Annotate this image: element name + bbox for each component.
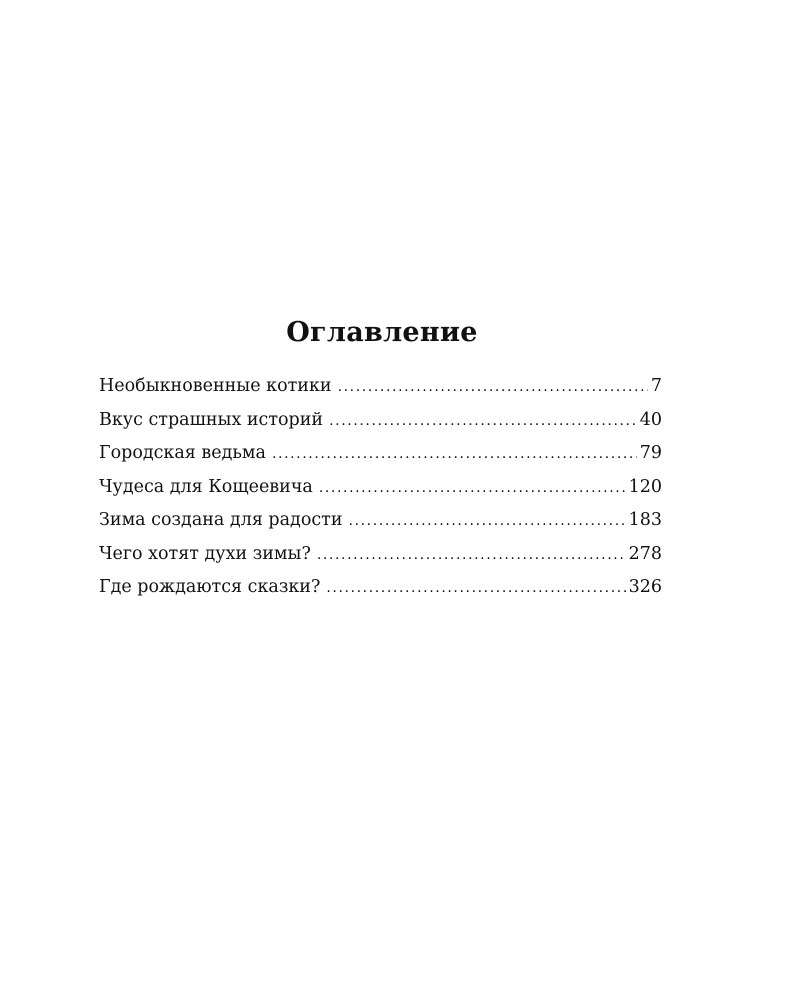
toc-entry[interactable]: [99, 471, 662, 505]
toc-entry-title: Чудеса для Кощеевича: [99, 476, 313, 497]
toc-heading: Оглавление: [286, 317, 478, 348]
toc-entry-page: 7: [650, 376, 662, 396]
toc-entry[interactable]: [99, 370, 662, 404]
toc-entry-title: Вкус страшных историй: [99, 409, 324, 430]
toc-entry-title: Где рождаются сказки?: [99, 577, 321, 597]
toc-entry[interactable]: [99, 538, 662, 572]
toc-entry-page: 278: [628, 543, 662, 564]
toc-entry-page: 120: [628, 476, 662, 497]
toc-entry-title: Чего хотят духи зимы?: [99, 543, 311, 564]
toc-entry-title: Зима создана для радости: [99, 510, 343, 530]
dot-leader: [319, 472, 626, 505]
toc-entry[interactable]: [99, 504, 662, 538]
dot-leader: [329, 405, 637, 438]
dot-leader: [338, 371, 648, 404]
toc-entry-title: Городская ведьма: [99, 443, 266, 463]
toc-entry-page: 79: [639, 443, 662, 463]
dot-leader: [272, 438, 637, 471]
dot-leader: [326, 572, 625, 605]
toc-entry-page: 183: [628, 510, 662, 530]
toc-entry-title: Необыкновенные котики: [99, 376, 332, 396]
toc-entry[interactable]: [99, 404, 662, 438]
toc-entry[interactable]: [99, 571, 662, 605]
toc-entry-page: 40: [639, 409, 662, 430]
toc-list: [99, 370, 662, 605]
dot-leader: [349, 505, 626, 538]
dot-leader: [317, 539, 626, 572]
toc-entry[interactable]: [99, 437, 662, 471]
toc-entry-page: 326: [628, 577, 662, 597]
